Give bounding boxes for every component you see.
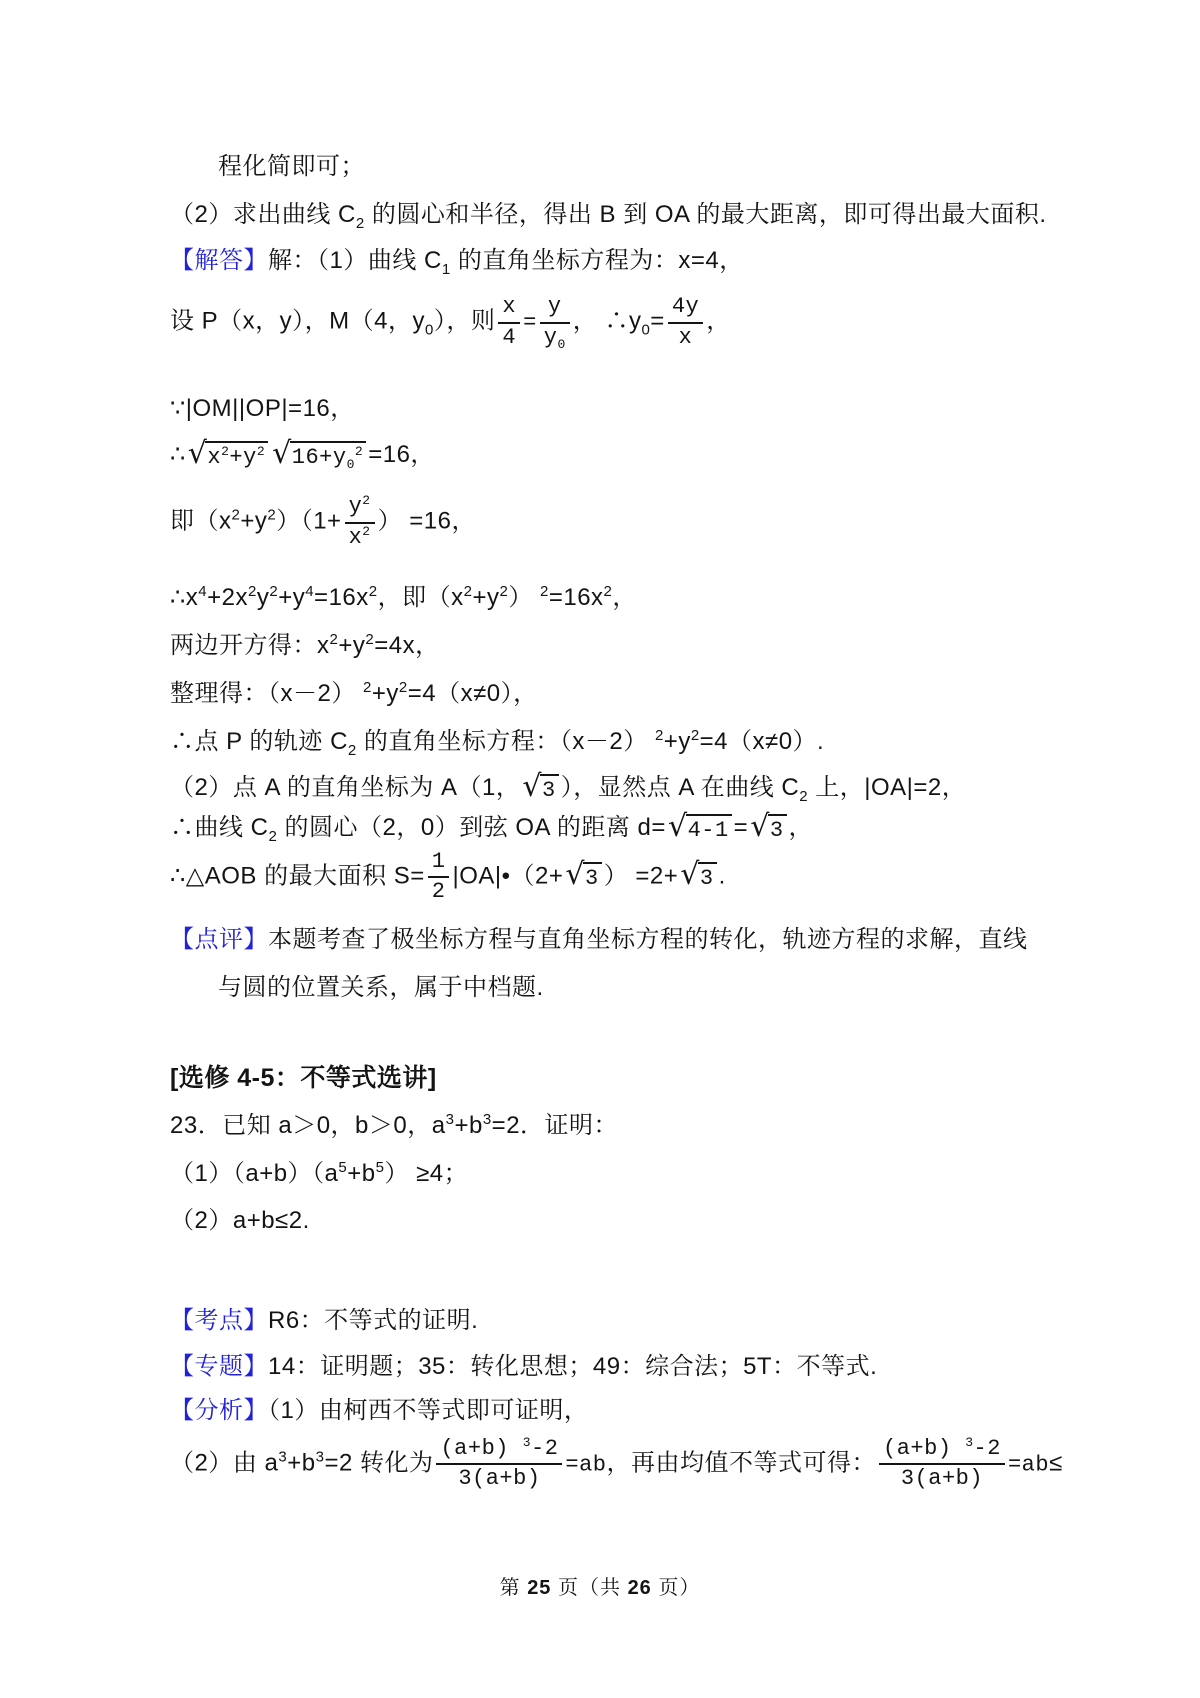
fenxi-part1-line [170, 1394, 1160, 1428]
radicand [698, 862, 717, 891]
math-run: -2 [973, 1435, 1001, 1461]
document-body [170, 150, 1160, 1492]
fraction-numerator [345, 494, 375, 524]
fenxi-part2-formula-line [170, 1436, 1160, 1492]
superscript: 2 [269, 582, 279, 600]
text-run: 页） [651, 1577, 701, 1599]
superscript: 2 [690, 726, 700, 744]
fraction-numerator [879, 1436, 1005, 1466]
text-run: 本题考查了极坐标方程与直角坐标方程的转化，轨迹方程的求解，直线 [268, 925, 1028, 953]
text-run: [选修 4-5：不等式选讲] [170, 1063, 437, 1092]
radicand [205, 441, 268, 470]
text-run: （2）由 a [170, 1449, 279, 1477]
text-run: =16x [314, 583, 369, 611]
sqrt-expression [667, 808, 732, 844]
section-label: 【考点】 [170, 1306, 268, 1334]
superscript: 2 [362, 493, 371, 509]
fraction-denominator [498, 324, 520, 351]
text-run: = [733, 813, 749, 841]
text-run: ） =2+ [603, 861, 679, 889]
superscript: 2 [539, 582, 549, 600]
radical-icon: √ [750, 808, 770, 844]
fraction-denominator [540, 324, 570, 351]
sqrt-expression [522, 768, 558, 804]
fraction-numerator [540, 294, 570, 324]
text-run: 14：证明题；35：转化思想；49：综合法；5T：不等式. [268, 1352, 878, 1380]
section-label: 【分析】 [170, 1396, 268, 1424]
text-run: =16x [548, 583, 604, 611]
text-run: （2）求出曲线 C [170, 201, 356, 228]
superscript: 2 [463, 582, 473, 600]
text-run: 第 [499, 1577, 528, 1599]
radicand [290, 441, 366, 473]
math-run: (a+b) [440, 1435, 523, 1461]
fraction-numerator [428, 849, 450, 879]
math-run: =ab [1007, 1452, 1050, 1478]
text-run: R6：不等式的证明. [268, 1306, 479, 1334]
text-run: ），则 [433, 307, 496, 335]
sqrt-expression [272, 436, 366, 473]
superscript: 2 [365, 630, 375, 648]
bold-run: 26 [627, 1577, 652, 1599]
text-run: ， [706, 307, 731, 335]
radical-icon: √ [667, 808, 688, 844]
fraction [879, 1436, 1005, 1492]
superscript: 5 [338, 1158, 348, 1176]
problem-23-statement-line [170, 1109, 1160, 1143]
text-run: +b [454, 1111, 483, 1139]
text-run: =4（x≠0）. [699, 727, 825, 755]
fraction-numerator [498, 294, 520, 324]
subscript: 0 [346, 457, 355, 473]
bold-run: 25 [527, 1577, 552, 1599]
text-run: y [256, 583, 270, 611]
superscript: 2 [603, 582, 613, 600]
radicand [583, 862, 602, 891]
text-run: ） =16， [377, 507, 476, 535]
sqrt-expression [187, 436, 268, 472]
text-run: （1）由柯西不等式即可证明， [268, 1396, 589, 1424]
formula-expanded-line [170, 494, 1160, 550]
superscript: 3 [445, 1110, 455, 1128]
text-run: 设 P（x，y），M（4，y [170, 307, 426, 335]
text-run: =4x， [374, 631, 440, 659]
superscript: 2 [267, 506, 277, 524]
math-run: y [543, 324, 558, 350]
superscript: 5 [375, 1158, 385, 1176]
text-run: ∴曲线 C [170, 813, 269, 841]
part2-max-area-line [170, 849, 1160, 905]
page-footer [0, 1571, 1200, 1600]
math-run: =ab [565, 1452, 607, 1478]
radical-icon: √ [565, 857, 586, 893]
radical-icon: √ [272, 436, 292, 472]
text-run: ， [612, 583, 637, 611]
math-run: 3 [699, 866, 714, 892]
text-run: 解：（1）曲线 C [268, 247, 442, 274]
problem-23-part1-line [170, 1157, 1160, 1191]
sqrt-expression [680, 857, 716, 893]
analysis-part2-line [170, 198, 1160, 232]
fraction-denominator [879, 1465, 1005, 1492]
math-run: 2 [431, 879, 446, 905]
text-run: （2）a+b≤2. [170, 1206, 310, 1234]
text-run: |OA|•（2+ [452, 861, 564, 889]
formula-sqrt-product-line [170, 438, 1160, 472]
text-run: =4（x≠0）， [407, 679, 538, 707]
subscript: 2 [355, 214, 365, 232]
formula-quartic-line [170, 581, 1160, 615]
text-run: ，即（x [377, 583, 464, 611]
math-run: (a+b) [883, 1435, 966, 1461]
section-label: 【专题】 [170, 1352, 268, 1380]
formula-rearranged-line [170, 677, 1160, 711]
text-run: ） [508, 583, 540, 611]
subscript: 0 [425, 321, 434, 339]
superscript: 2 [354, 444, 364, 460]
superscript: 3 [278, 1448, 288, 1466]
text-run: 两边开方得：x [170, 631, 330, 659]
text-run: 的直角坐标方程：（x－2） [356, 727, 655, 755]
math-run: x [678, 324, 693, 350]
math-run: 3(a+b) [458, 1466, 541, 1492]
text-run: +y [338, 631, 366, 659]
radicand [686, 814, 732, 843]
trajectory-conclusion-line [170, 725, 1160, 759]
fraction-numerator [668, 294, 703, 324]
text-run: ∴x [170, 583, 199, 611]
text-run: 程化简即可； [218, 153, 365, 180]
subscript: 2 [347, 741, 357, 759]
subscript: 2 [799, 787, 809, 805]
superscript: 2 [499, 582, 509, 600]
formula-om-op-line [170, 392, 1160, 426]
text-run: ），显然点 A 在曲线 C [560, 773, 800, 801]
radicand [540, 774, 559, 803]
fraction [345, 494, 375, 550]
text-run: ） ≥4； [384, 1159, 469, 1187]
superscript: 2 [329, 630, 339, 648]
math-run: y [348, 494, 363, 520]
text-run: =16， [368, 441, 435, 469]
text-run: 页（共 [551, 1577, 628, 1599]
math-run: 4y [671, 294, 700, 319]
text-run: =2 转化为 [324, 1449, 434, 1477]
text-run: ，再由均值不等式可得： [606, 1449, 877, 1477]
fraction [498, 294, 520, 350]
text-run: +y [240, 507, 268, 535]
math-run: 3 [542, 777, 556, 803]
section-title-elective-4-5 [170, 1061, 1160, 1095]
radicand [768, 814, 787, 843]
fraction-denominator [345, 524, 375, 551]
text-run: +y [278, 583, 306, 611]
section-label: 【点评】 [170, 925, 268, 953]
problem-23-part2-line [170, 1204, 1160, 1238]
answer-intro-line [170, 244, 1160, 278]
fraction [668, 294, 703, 350]
text-run: +b [287, 1449, 316, 1477]
superscript: 2 [248, 582, 257, 600]
superscript: 3 [482, 1110, 492, 1128]
part2-point-a-line [170, 768, 1160, 805]
text-run: 与圆的位置关系，属于中档题. [218, 973, 544, 1001]
text-run: 即（x [170, 507, 232, 535]
text-run: =2．证明： [491, 1111, 619, 1139]
text-run: 上，|OA|=2， [808, 773, 967, 801]
text-run: 23．已知 a＞0，b＞0，a [170, 1111, 446, 1139]
comment-line-2 [170, 971, 1160, 1005]
text-run: . [718, 861, 726, 889]
text-run: ∴点 P 的轨迹 C [170, 727, 348, 755]
superscript: 4 [305, 582, 315, 600]
fraction [436, 1436, 562, 1492]
comment-line-1 [170, 923, 1160, 957]
superscript: 2 [362, 523, 371, 539]
text-run: = [650, 307, 665, 335]
text-run: ≤ [1049, 1449, 1063, 1477]
kaodian-line [170, 1304, 1160, 1338]
text-run: （2）点 A 的直角坐标为 A（1， [170, 773, 521, 801]
fraction-denominator [428, 878, 450, 905]
fraction-numerator [436, 1436, 562, 1466]
text-run: 整理得：（x－2） [170, 679, 364, 707]
math-run: = [523, 310, 537, 336]
zhuanti-line [170, 1350, 1160, 1384]
subscript: 1 [441, 260, 451, 278]
subscript: 0 [641, 321, 651, 339]
text-run: +b [347, 1159, 376, 1187]
radical-icon: √ [680, 857, 700, 893]
radical-icon: √ [522, 768, 543, 804]
superscript: 3 [965, 1434, 974, 1450]
subscript: 0 [557, 336, 566, 352]
math-run: -2 [531, 1435, 559, 1461]
superscript: 2 [654, 726, 664, 744]
text-run: +y [371, 679, 399, 707]
superscript: 2 [231, 506, 241, 524]
text-run: 的圆心（2，0）到弦 OA 的距离 d= [277, 813, 666, 841]
fraction [428, 849, 450, 905]
text-run: ， ∴y [572, 307, 642, 335]
superscript: 2 [363, 678, 372, 696]
math-run: y [547, 294, 562, 319]
superscript: 2 [221, 444, 230, 460]
superscript: 2 [368, 582, 378, 600]
radical-icon: √ [187, 436, 208, 472]
text-run: ）（1+ [276, 507, 342, 535]
math-run: x [348, 524, 363, 550]
superscript: 2 [398, 678, 408, 696]
section-label: 【解答】 [170, 247, 268, 274]
text-run: |OM||OP|=16， [185, 395, 355, 423]
fraction [540, 294, 570, 350]
subscript: 2 [268, 827, 278, 845]
text-run: +y [472, 583, 500, 611]
text-run: ∴△AOB 的最大面积 S= [170, 861, 425, 889]
math-run: +y [229, 445, 257, 471]
text-run: ∴ [170, 441, 186, 469]
text-run: +2x [207, 583, 248, 611]
math-run: 3 [769, 817, 784, 843]
sqrt-expression [565, 857, 601, 893]
fraction-denominator [668, 324, 703, 351]
part2-distance-line [170, 808, 1160, 845]
formula-sqrt-both-sides-line [170, 629, 1160, 663]
math-run: 1 [431, 848, 446, 874]
superscript: 4 [198, 582, 208, 600]
math-run: 4-1 [687, 817, 729, 843]
math-run: x [502, 294, 517, 319]
math-run: x [207, 445, 222, 471]
math-run: 4 [502, 324, 517, 350]
superscript: 2 [256, 444, 266, 460]
analysis-continuation-line [170, 150, 1160, 184]
math-run: 3 [585, 866, 599, 892]
text-run: ∵ [170, 395, 186, 423]
text-run: （1）（a+b）（a [170, 1159, 339, 1187]
superscript: 3 [315, 1448, 325, 1466]
math-run: 16+y [291, 445, 347, 471]
fraction-denominator [436, 1465, 562, 1492]
superscript: 3 [522, 1434, 531, 1450]
sqrt-expression [750, 808, 786, 844]
text-run: 的圆心和半径，得出 B 到 OA 的最大距离，即可得出最大面积. [364, 201, 1047, 228]
math-run: 3(a+b) [900, 1466, 984, 1492]
text-run: 的直角坐标方程为：x=4， [450, 247, 744, 274]
formula-set-point-line [170, 294, 1160, 350]
text-run: ， [788, 813, 814, 841]
text-run: +y [663, 727, 691, 755]
